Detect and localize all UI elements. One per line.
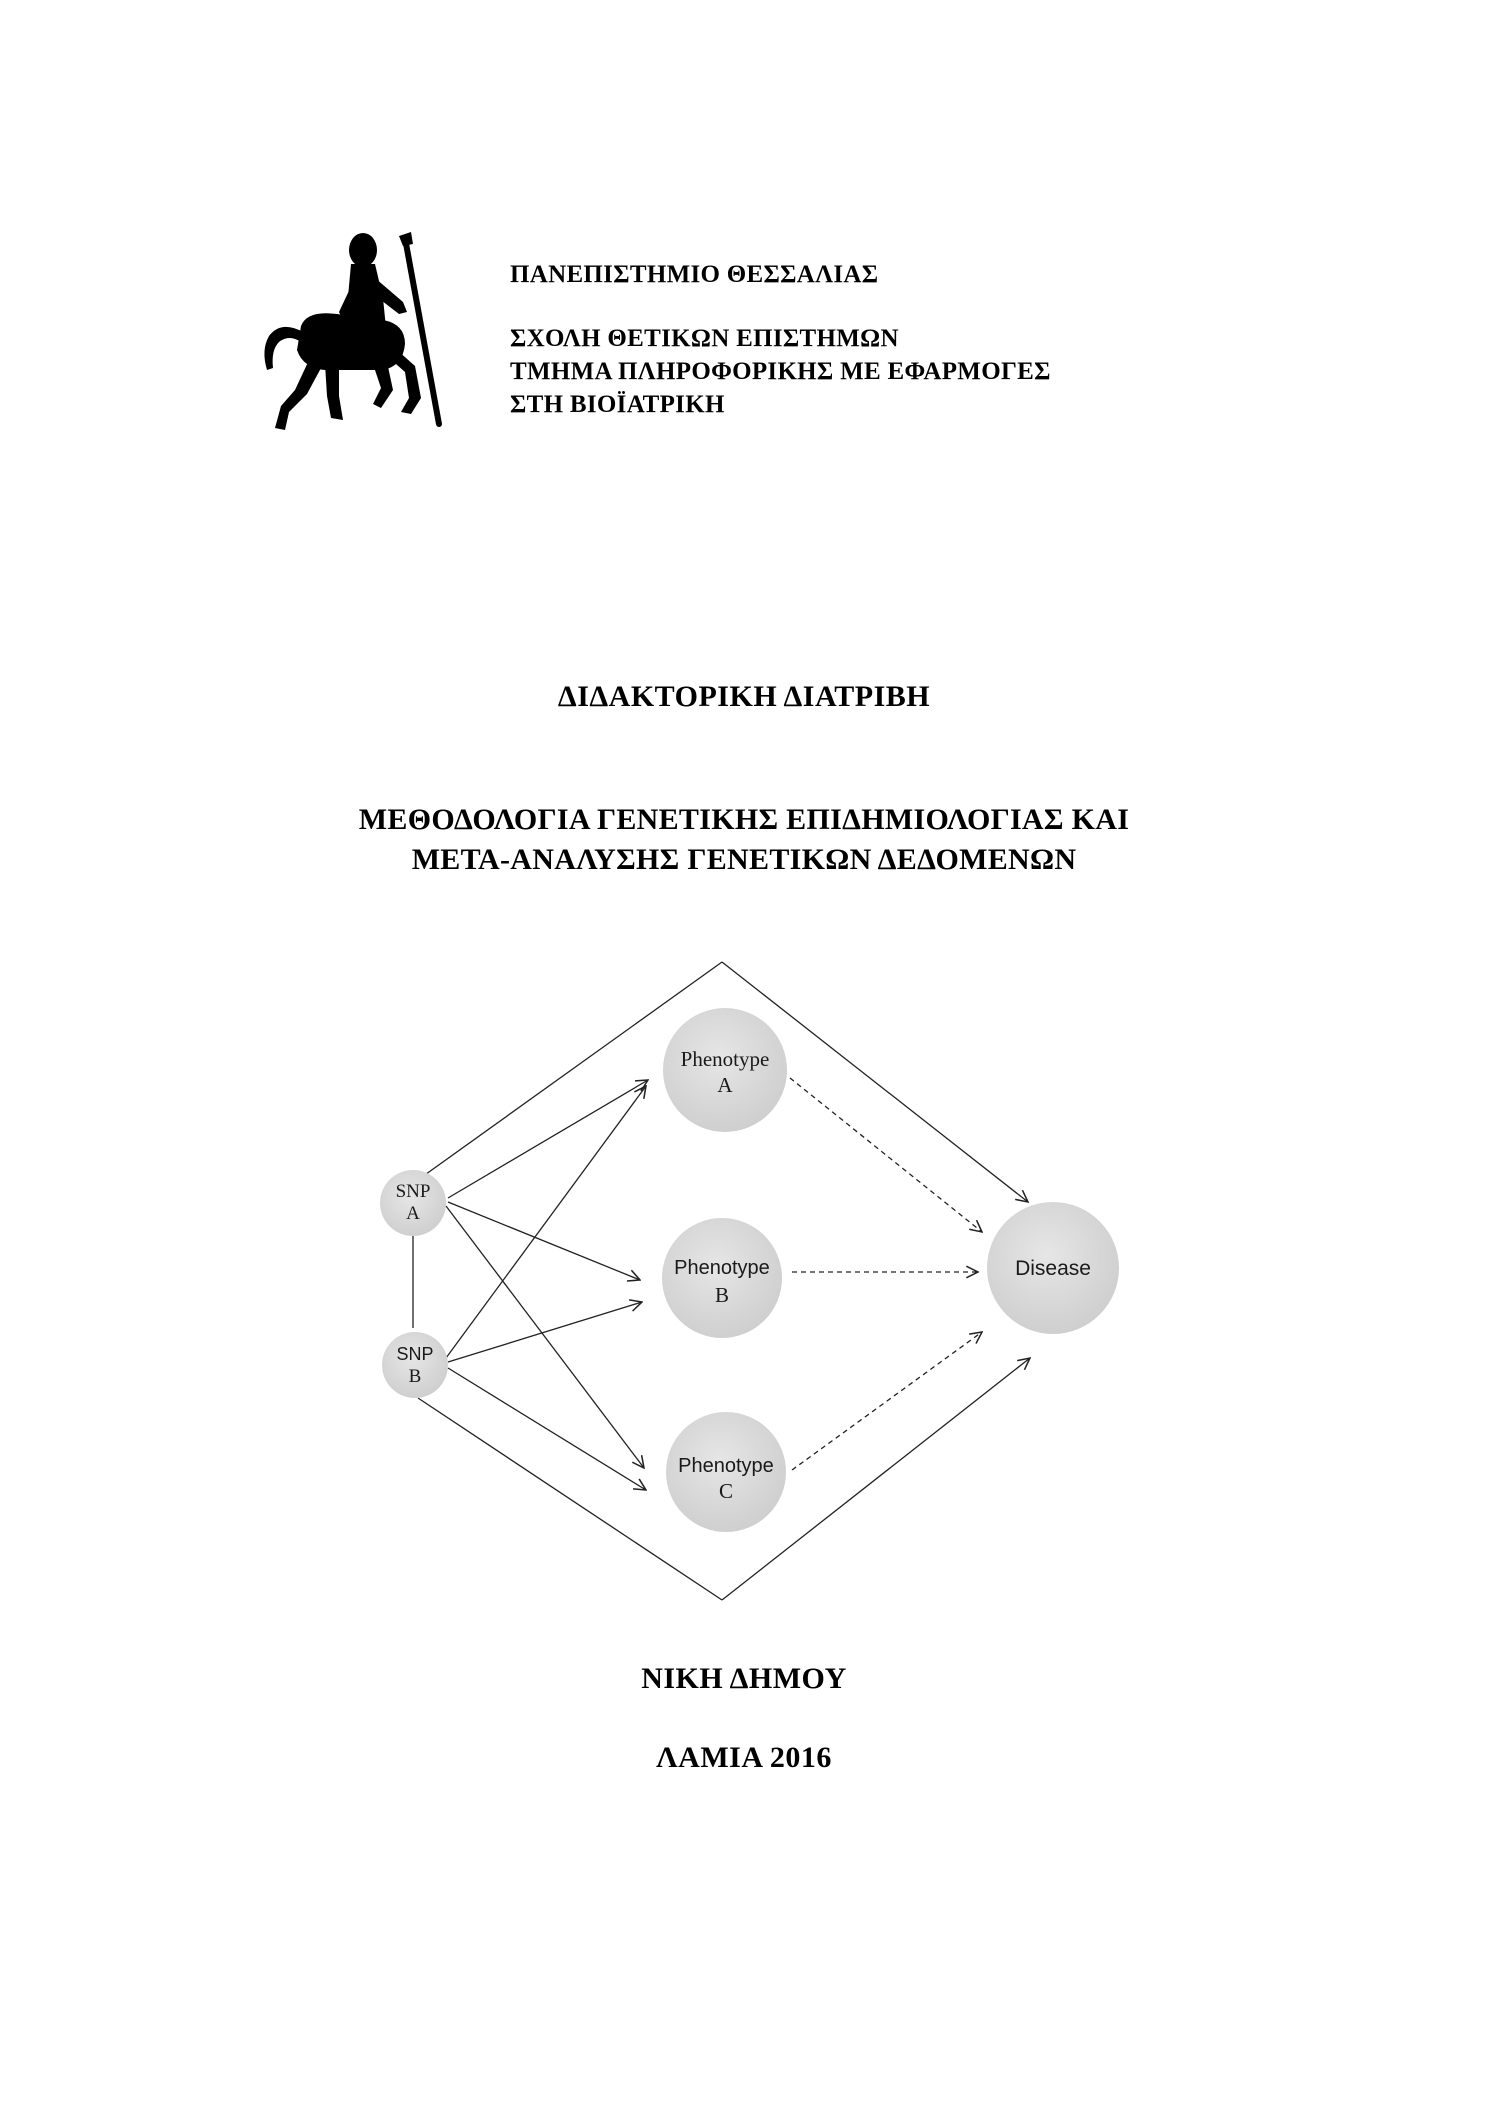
thesis-title-line-1: ΜΕΘΟΔΟΛΟΓΙΑ ΓΕΝΕΤΙΚΗΣ ΕΠΙΔΗΜΙΟΛΟΓΙΑΣ ΚΑΙ <box>358 803 1130 836</box>
thesis-title <box>0 800 1488 880</box>
institution-block <box>510 258 1051 421</box>
node-phenotype-c-label-1: Phenotype <box>678 1455 774 1477</box>
university-name: ΠΑΝΕΠΙΣΤΗΜΙΟ ΘΕΣΣΑΛΙΑΣ <box>510 261 879 288</box>
node-phenotype-b-label-2: B <box>714 1283 730 1307</box>
edge-snp-a-phenotype-c <box>446 1206 644 1468</box>
edge-phenotype-c-disease <box>792 1332 982 1470</box>
node-phenotype-b-label-1: Phenotype <box>674 1257 770 1279</box>
school-name: ΣΧΟΛΗ ΘΕΤΙΚΩΝ ΕΠΙΣΤΗΜΩΝ <box>510 325 899 352</box>
node-disease-label: Disease <box>1015 1257 1091 1280</box>
thesis-type: ΔΙΔΑΚΤΟΡΙΚΗ ΔΙΑΤΡΙΒΗ <box>557 680 931 713</box>
node-snp-a-label-1: SNP <box>395 1181 431 1202</box>
edge-snp-b-phenotype-b <box>448 1302 642 1362</box>
node-snp-b <box>382 1332 448 1398</box>
node-snp-a <box>380 1170 446 1236</box>
department-name-line-1: ΤΜΗΜΑ ΠΛΗΡΟΦΟΡΙΚΗΣ ΜΕ ΕΦΑΡΜΟΓΕΣ <box>510 358 1051 385</box>
node-phenotype-a-label-1: Phenotype <box>680 1047 770 1071</box>
node-snp-b-label-1: SNP <box>396 1344 434 1364</box>
edge-snp-b-phenotype-c <box>448 1368 646 1490</box>
node-snp-a-label-2: A <box>406 1203 420 1224</box>
node-phenotype-a-label-2: A <box>717 1073 733 1097</box>
node-phenotype-c-label-2: C <box>718 1479 734 1503</box>
author-name: ΝΙΚΗ ΔΗΜΟΥ <box>641 1662 847 1695</box>
edge-snp-b-phenotype-a <box>446 1086 646 1358</box>
department-name-line-2: ΣΤΗ ΒΙΟΪΑΤΡΙΚΗ <box>510 391 725 418</box>
edge-snp-a-phenotype-b <box>448 1202 640 1280</box>
node-phenotype-c <box>666 1412 786 1532</box>
node-phenotype-a <box>663 1008 787 1132</box>
node-disease <box>987 1202 1119 1334</box>
node-snp-b-label-2: B <box>408 1366 422 1387</box>
node-phenotype-b <box>662 1218 782 1338</box>
snp-phenotype-disease-diagram <box>360 950 1140 1610</box>
centaur-icon <box>255 228 470 438</box>
edge-snp-a-phenotype-a <box>448 1080 648 1198</box>
edge-phenotype-a-disease <box>790 1078 982 1232</box>
thesis-title-line-2: ΜΕΤΑ-ΑΝΑΛΥΣΗΣ ΓΕΝΕΤΙΚΩΝ ΔΕΔΟΜΕΝΩΝ <box>411 843 1077 876</box>
place-year: ΛΑΜΙΑ 2016 <box>656 1741 832 1774</box>
university-logo <box>255 228 470 438</box>
